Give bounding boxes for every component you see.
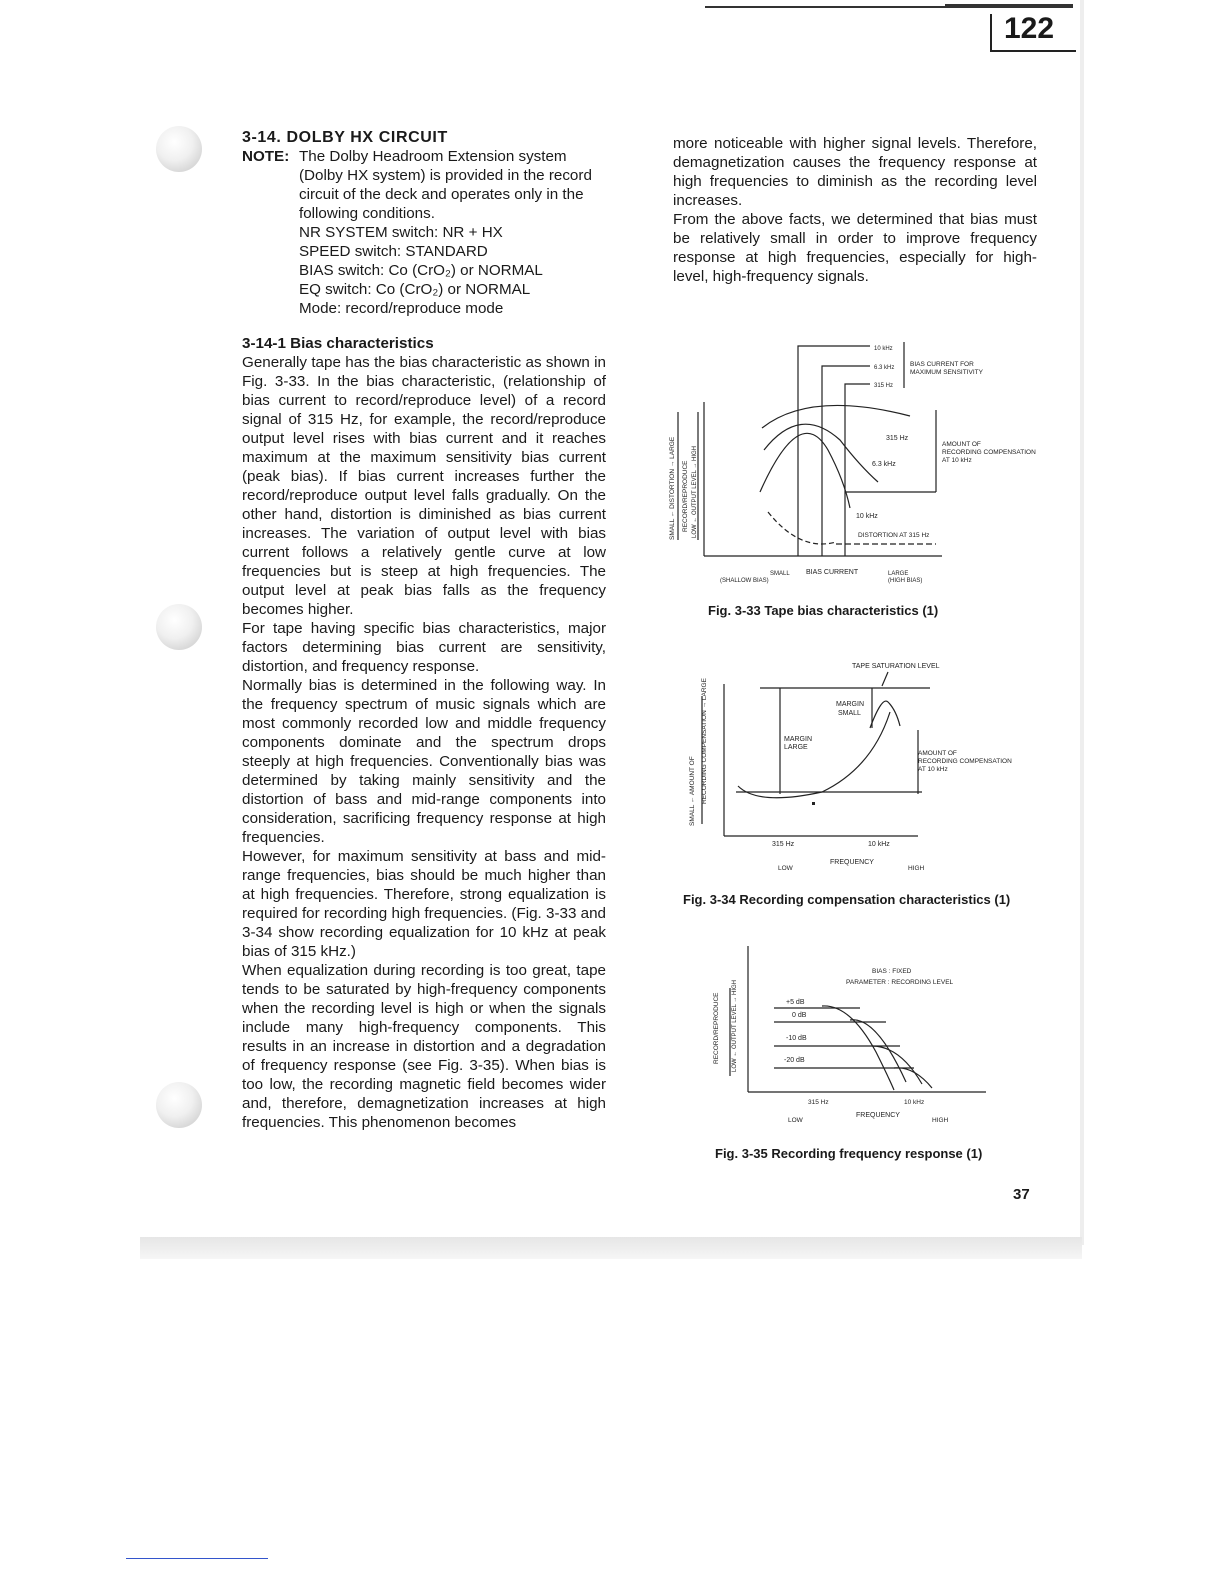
y-axis-label: RECORD/REPRODUCE [682, 460, 689, 532]
page-right-edge [1080, 0, 1084, 1245]
x-tick-10k: 10 kHz [868, 841, 890, 848]
label-curve-10k: 10 kHz [856, 513, 878, 520]
body-paragraph: more noticeable with higher signal levels. Therefore, demagnetization causes the frequency response at high frequencies to diminish as the recording level increases. [673, 135, 1037, 209]
figure-3-34-caption: Fig. 3-34 Recording compensation characteristics (1) [683, 892, 1011, 907]
label-315-top: 315 Hz [874, 383, 894, 389]
label-10k-top: 10 kHz [874, 346, 893, 352]
y-axis-label: SMALL ← AMOUNT OF [689, 756, 696, 826]
body-paragraph: Generally tape has the bias characteristic as shown in Fig. 3-33. In the bias characteristic, (relationship of bias current to record/reproduce level) of a record signal of 315 Hz, for example, the record/reproduce output level rises with bias current and it reaches maximum at the maximum sensitivity bias current (peak bias). If bias current increases further the record/reproduce output level falls gradually. On the other hand, distortion is diminished as bias current increases. The variation of output level with bias current follows a relatively gentle curve at low frequencies but is steep at high frequencies. The output level at peak bias falls as the frequency becomes higher. [242, 354, 606, 618]
figure-3-34 [672, 656, 1052, 876]
label-amount: AMOUNT OF [918, 750, 957, 757]
note-condition: Mode: record/reproduce mode [299, 300, 504, 317]
note-label: NOTE: [242, 148, 290, 165]
x-label-high: HIGH [932, 1117, 949, 1124]
note-condition: SPEED switch: STANDARD [299, 243, 488, 260]
figure-3-33 [660, 332, 1060, 594]
section-heading: 3-14. DOLBY HX CIRCUIT [242, 129, 448, 146]
note-condition: BIAS switch: Co (CrO₂) or NORMAL [299, 262, 543, 279]
marker-dot [812, 802, 815, 805]
note-block [242, 147, 606, 223]
label-curve-63k: 6.3 kHz [872, 461, 896, 468]
x-label-large: LARGE [888, 571, 909, 577]
level-minus10: -10 dB [786, 1035, 807, 1042]
binder-hole-bottom [156, 1082, 202, 1128]
footer-page-number: 37 [1013, 1186, 1030, 1203]
note-condition: EQ switch: Co (CrO₂) or NORMAL [299, 281, 531, 298]
page-bottom-edge [140, 1237, 1082, 1259]
binder-hole-top [156, 126, 202, 172]
binder-hole-middle [156, 604, 202, 650]
level-zero: 0 dB [792, 1012, 807, 1019]
label-bias-max: MAXIMUM SENSITIVITY [910, 369, 983, 376]
label-distortion: DISTORTION AT 315 Hz [858, 532, 930, 539]
y-axis-label: LOW ← OUTPUT LEVEL → HIGH [692, 445, 698, 538]
y-axis-label: LOW ← OUTPUT LEVEL → HIGH [732, 979, 738, 1072]
label-parameter: PARAMETER : RECORDING LEVEL [846, 979, 954, 986]
label-margin-large: LARGE [784, 744, 808, 751]
y-axis-label: SMALL ← DISTORTION → LARGE [669, 436, 676, 540]
body-paragraph: Normally bias is determined in the following way. In the frequency spectrum of music signals which are most commonly recorded low and middle frequency components dominate and the spectrum drops steeply at high frequencies. Conventionally bias was determined by taking mainly sensitivity and the distortion of bass and mid-range components into consideration, sacrificing frequency response at high frequencies. [242, 677, 606, 846]
bottom-rule [126, 1558, 268, 1559]
label-amount: RECORDING COMPENSATION [918, 758, 1012, 765]
label-amount: RECORDING COMPENSATION [942, 449, 1036, 456]
body-paragraph: However, for maximum sensitivity at bass and mid-range frequencies, bias should be much higher than at high frequencies. Therefore, strong equalization is required for recording high frequencies. (Fig. 3-33 and 3-34 show recording equalization for 10 kHz at peak bias of 315 kHz.) [242, 848, 606, 960]
label-margin-large: MARGIN [784, 736, 812, 743]
x-axis-title: BIAS CURRENT [806, 569, 859, 576]
label-amount: AT 10 kHz [918, 766, 948, 773]
x-tick-10k: 10 kHz [904, 1099, 925, 1106]
label-saturation: TAPE SATURATION LEVEL [852, 663, 940, 670]
label-amount: AMOUNT OF [942, 441, 981, 448]
figure-3-33-caption: Fig. 3-33 Tape bias characteristics (1) [708, 603, 939, 618]
body-paragraph: When equalization during recording is too great, tape tends to be saturated by high-frequency components when the recording level is high or when the signals include many high-frequency components. This results in an increase in distortion and a degradation of frequency response (see Fig. 3-35). When bias is too low, the recording magnetic field becomes wider and, therefore, demagnetization increases at high frequencies. This phenomenon becomes [242, 962, 606, 1131]
header-rule-thick [945, 4, 1073, 8]
figure-3-35-caption: Fig. 3-35 Recording frequency response (1) [715, 1146, 983, 1161]
label-margin-small: MARGIN [836, 701, 864, 708]
x-axis-title: FREQUENCY [830, 859, 874, 866]
figure-3-35 [700, 942, 1000, 1132]
body-paragraph: For tape having specific bias characteristics, major factors determining bias current are sensitivity, distortion, and frequency response. [242, 620, 606, 675]
page-number: 122 [1004, 12, 1055, 45]
x-tick-315: 315 Hz [772, 841, 795, 848]
label-bias-fixed: BIAS : FIXED [872, 968, 912, 975]
x-label-low: LOW [788, 1117, 803, 1124]
x-tick-315: 315 Hz [808, 1099, 829, 1106]
label-63k-top: 6.3 kHz [874, 365, 895, 371]
label-curve-315: 315 Hz [886, 435, 909, 442]
label-margin-small: SMALL [838, 710, 861, 717]
level-minus20: -20 dB [784, 1057, 805, 1064]
label-amount: AT 10 kHz [942, 457, 972, 464]
y-axis-label: RECORD/REPRODUCE [713, 992, 720, 1064]
label-bias-max: BIAS CURRENT FOR [910, 361, 974, 368]
x-axis-title: FREQUENCY [856, 1112, 900, 1119]
subsection-heading: 3-14-1 Bias characteristics [242, 335, 434, 352]
note-text: The Dolby Headroom Extension system (Dolby HX system) is provided in the record circuit of the deck and operates only in the following conditions. [299, 148, 592, 222]
x-label-large-sub: (HIGH BIAS) [888, 578, 923, 584]
left-column [242, 128, 606, 1132]
body-paragraph: From the above facts, we determined that bias must be relatively small in order to improve frequency response at high frequencies, especially for high-level, high-frequency signals. [673, 211, 1037, 285]
x-label-small: SMALL [770, 571, 790, 577]
x-label-high: HIGH [908, 865, 925, 872]
right-column [673, 134, 1037, 286]
note-condition: NR SYSTEM switch: NR + HX [299, 224, 503, 241]
y-axis-label: RECORDING COMPENSATION → LARGE [701, 678, 708, 804]
x-label-low: LOW [778, 865, 793, 872]
level-plus5: +5 dB [786, 999, 805, 1006]
x-label-small-sub: (SHALLOW BIAS) [720, 578, 769, 584]
